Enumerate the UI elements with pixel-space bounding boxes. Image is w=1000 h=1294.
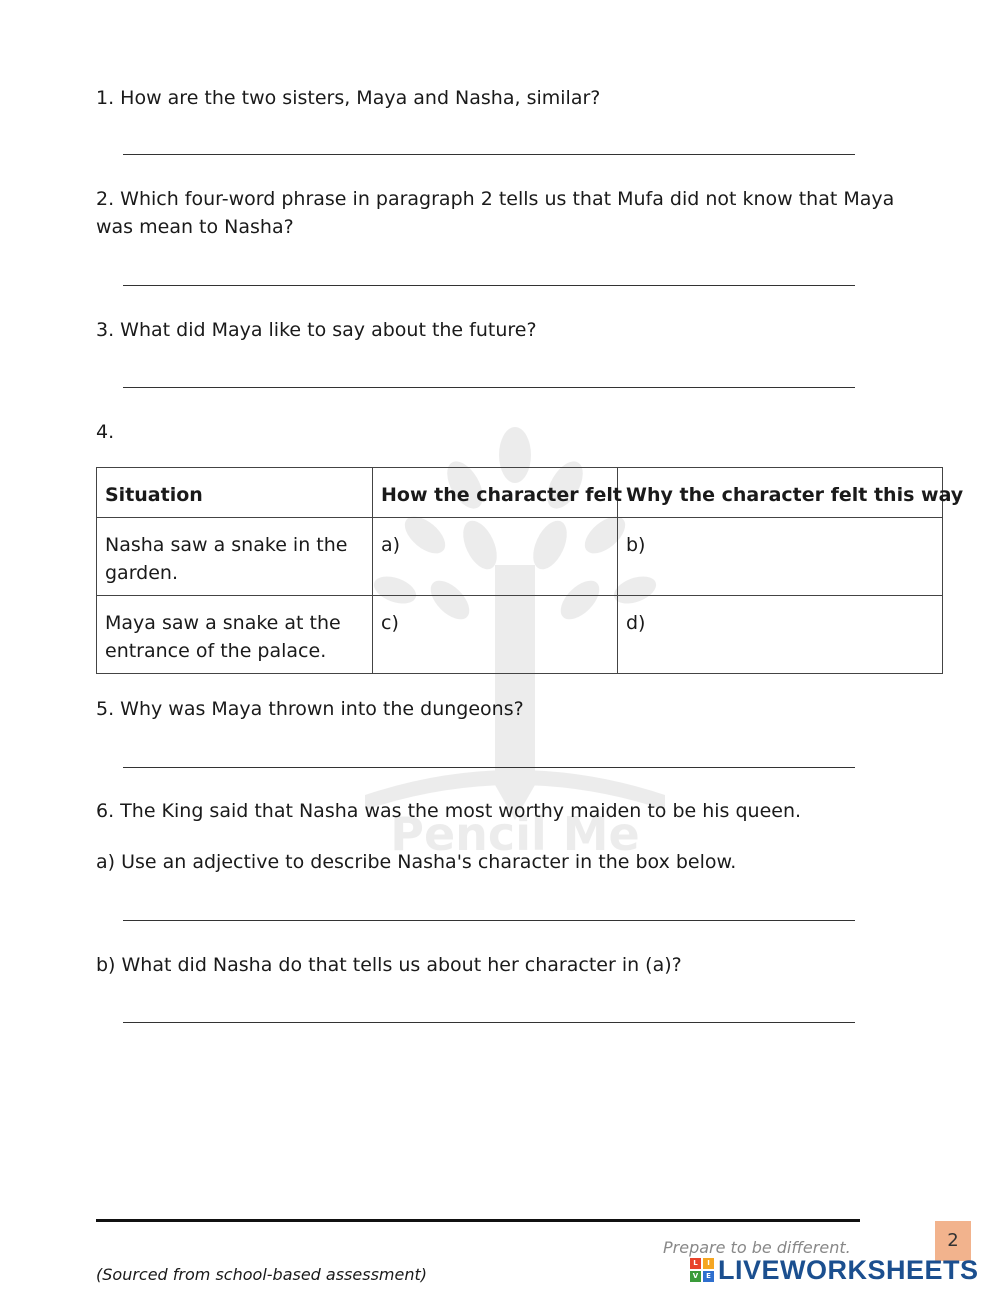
brand-name: LIVEWORKSHEETS <box>718 1254 979 1285</box>
question-6a: a) Use an adjective to describe Nasha's character in the box below. <box>96 851 737 873</box>
page-number: 2 <box>935 1221 971 1261</box>
answer-line-3[interactable] <box>123 387 855 388</box>
source-note: (Sourced from school-based assessment) <box>96 1265 427 1284</box>
answer-line-5[interactable] <box>123 767 855 768</box>
table-cell-answer-d[interactable]: d) <box>618 596 943 674</box>
question-3: 3. What did Maya like to say about the future? <box>96 319 537 341</box>
table-cell-situation: Maya saw a snake at the entrance of the palace. <box>97 596 373 674</box>
table-header-felt: How the character felt <box>373 468 618 518</box>
table-row <box>97 596 943 674</box>
table-header-situation: Situation <box>97 468 373 518</box>
tagline: Prepare to be different. <box>663 1238 851 1257</box>
logo-tile-v: V <box>690 1271 701 1282</box>
answer-line-6a[interactable] <box>123 920 855 921</box>
table-cell-answer-b[interactable]: b) <box>618 518 943 596</box>
table-cell-answer-c[interactable]: c) <box>373 596 618 674</box>
table-header-row <box>97 468 943 518</box>
feelings-table <box>96 467 964 674</box>
question-6: 6. The King said that Nasha was the most worthy maiden to be his queen. <box>96 800 802 822</box>
question-2: 2. Which four-word phrase in paragraph 2 tells us that Mufa did not know that Maya was mean to Nasha? <box>96 188 895 238</box>
table-cell-answer-a[interactable]: a) <box>373 518 618 596</box>
logo-tile-e: E <box>703 1271 714 1282</box>
table-cell-situation: Nasha saw a snake in the garden. <box>97 518 373 596</box>
answer-line-6b[interactable] <box>123 1022 855 1023</box>
table-row <box>97 518 943 596</box>
logo-tile-l: L <box>690 1258 701 1269</box>
footer-divider <box>96 1219 860 1222</box>
liveworksheets-grid-icon <box>690 1258 714 1282</box>
logo-tile-i: I <box>703 1258 714 1269</box>
liveworksheets-logo[interactable] <box>690 1255 979 1285</box>
question-1: 1. How are the two sisters, Maya and Nasha, similar? <box>96 87 601 109</box>
question-4: 4. <box>96 421 115 443</box>
question-6b: b) What did Nasha do that tells us about her character in (a)? <box>96 954 682 976</box>
question-5: 5. Why was Maya thrown into the dungeons? <box>96 698 524 720</box>
table-header-why: Why the character felt this way <box>618 468 943 518</box>
answer-line-1[interactable] <box>123 154 855 155</box>
watermark-text: Pencil Me <box>390 807 640 861</box>
answer-line-2[interactable] <box>123 285 855 286</box>
